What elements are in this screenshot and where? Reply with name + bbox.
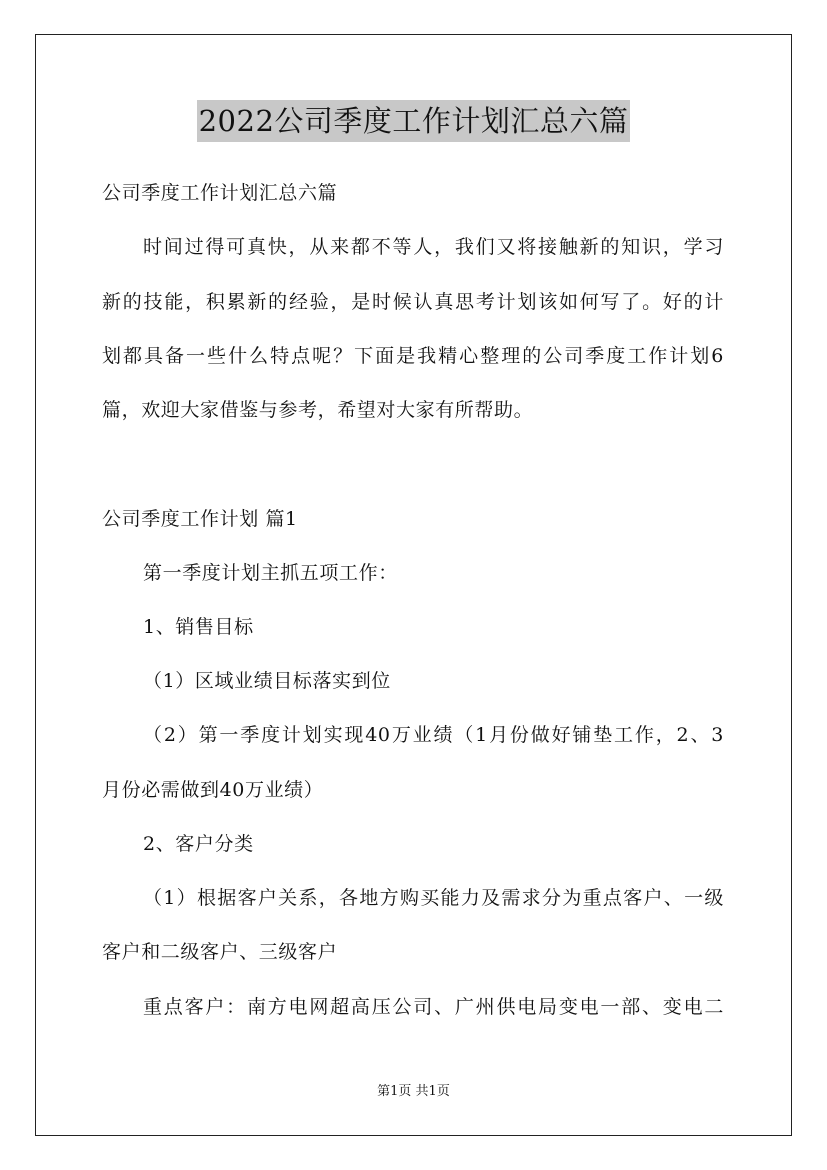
document-subtitle: 公司季度工作计划汇总六篇 [102,182,338,204]
body-line-1: 第一季度计划主抓五项工作： [143,562,398,584]
body-line-9: 重点客户：南方电网超高压公司、广州供电局变电一部、变电二 [143,996,724,1018]
body-line-6: 2、客户分类 [143,833,254,855]
body-line-8: 客户和二级客户、三级客户 [102,941,338,963]
page-footer: 第1页 共1页 [377,1084,450,1099]
body-line-3: （1）区域业绩目标落实到位 [143,670,391,692]
intro-line-4: 篇，欢迎大家借鉴与参考，希望对大家有所帮助。 [102,399,534,421]
intro-line-2: 新的技能，积累新的经验，是时候认真思考计划该如何写了。好的计 [102,291,724,313]
section-heading: 公司季度工作计划 篇1 [102,508,298,530]
intro-line-1: 时间过得可真快，从来都不等人，我们又将接触新的知识，学习 [143,236,724,258]
body-line-5: 月份必需做到40万业绩） [102,779,324,801]
intro-line-3: 划都具备一些什么特点呢？下面是我精心整理的公司季度工作计划6 [102,345,724,367]
document-title: 2022公司季度工作计划汇总六篇 [197,100,631,142]
body-line-4: （2）第一季度计划实现40万业绩（1月份做好铺垫工作，2、3 [143,724,724,746]
title-wrap [0,100,827,142]
body-line-2: 1、销售目标 [143,616,254,638]
body-line-7: （1）根据客户关系，各地方购买能力及需求分为重点客户、一级 [143,887,724,909]
